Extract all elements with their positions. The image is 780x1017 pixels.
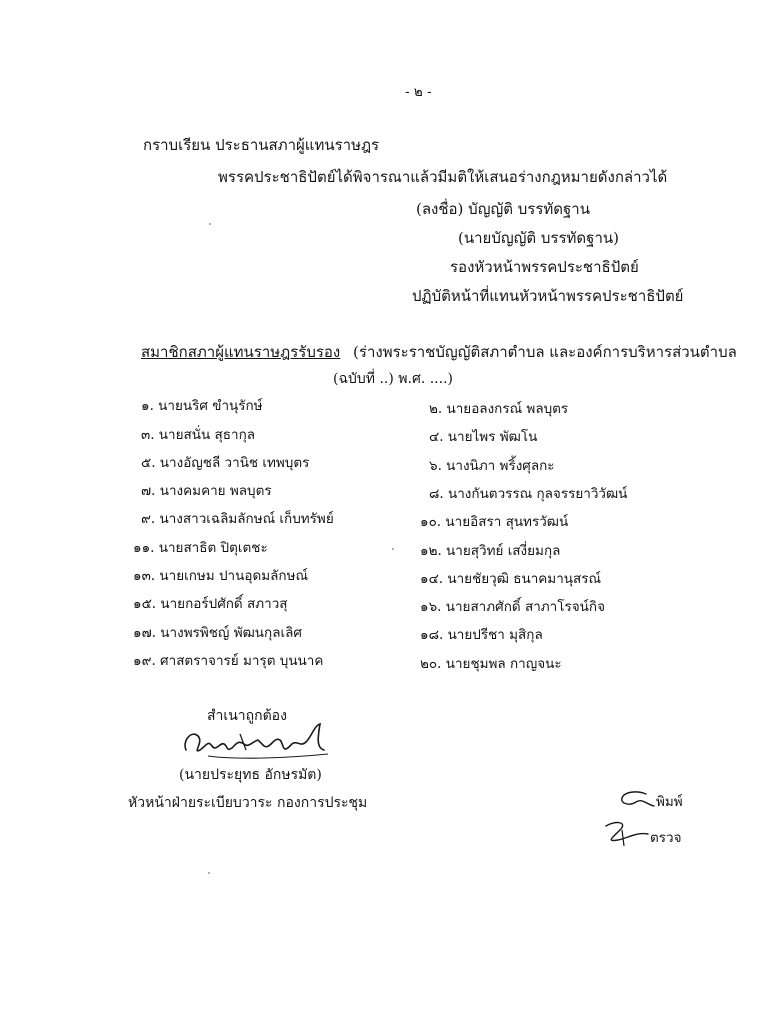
- typed-label: พิมพ์: [656, 794, 683, 810]
- endorser-left-6: ๑๑. นายสาธิต ปิตุเตชะ: [133, 540, 268, 556]
- endorser-right-1: ๒. นายอลงกรณ์ พลบุตร: [429, 401, 569, 417]
- endorser-left-2: ๓. นายสนั่น สุธากุล: [141, 427, 256, 443]
- bill-title-line-1: (ร่างพระราชบัญญัติสภาตำบล และองค์การบริหารส่วนตำบล: [353, 343, 737, 361]
- scan-speck: [392, 548, 394, 550]
- checked-mark: [602, 818, 682, 848]
- salutation: กราบเรียน ประธานสภาผู้แทนราษฎร: [143, 136, 380, 154]
- endorser-right-2: ๔. นายไพร พัฒโน: [429, 429, 538, 445]
- endorser-right-4: ๘. นางกันตวรรณ กุลจรรยาวิวัฒน์: [429, 486, 628, 502]
- endorser-right-7: ๑๔. นายชัยวุฒิ ธนาคมานุสรณ์: [420, 571, 602, 587]
- endorser-left-7: ๑๓. นายเกษม ปานอุดมลักษณ์: [133, 568, 308, 584]
- certifier-name: (นายประยุทธ อักษรมัต): [179, 767, 322, 783]
- certifier-title: หัวหน้าฝ่ายระเบียบวาระ กองการประชุม: [128, 795, 368, 811]
- typed-mark: [616, 788, 683, 812]
- party-statement: พรรคประชาธิปัตย์ได้พิจารณาแล้วมีมติให้เสนอร่างกฎหมายดังกล่าวได้: [218, 168, 668, 186]
- signatory-position: รองหัวหน้าพรรคประชาธิปัตย์: [450, 258, 639, 276]
- endorser-right-5: ๑๐. นายอิสรา สุนทรวัฒน์: [420, 514, 569, 530]
- endorser-right-10: ๒๐. นายชุมพล กาญจนะ: [420, 656, 562, 672]
- certifier-signature: [178, 720, 338, 764]
- signatory-name: (นายบัญญัติ บรรทัดฐาน): [458, 229, 619, 247]
- signed-line: (ลงชื่อ) บัญญัติ บรรทัดฐาน: [416, 200, 590, 218]
- endorser-left-4: ๗. นางคมคาย พลบุตร: [141, 483, 272, 499]
- endorser-right-6: ๑๒. นายสุวิทย์ เสงี่ยมกุล: [420, 543, 561, 559]
- endorser-left-3: ๕. นางอัญชลี วานิช เทพบุตร: [141, 455, 310, 471]
- endorser-right-9: ๑๘. นายปรีชา มุสิกุล: [420, 627, 543, 643]
- endorser-left-9: ๑๗. นางพรพิชญ์ พัฒนกุลเลิศ: [133, 625, 302, 641]
- endorser-right-3: ๖. นางนิภา พริ้งศุลกะ: [429, 458, 555, 474]
- endorser-left-8: ๑๕. นายกอร์ปศักดิ์ สภาวสุ: [133, 596, 288, 612]
- typist-initial-mark: [616, 788, 656, 812]
- endorsers-heading: สมาชิกสภาผู้แทนราษฎรรับรอง: [141, 343, 341, 361]
- page-number: - ๒ -: [405, 84, 432, 100]
- endorser-left-5: ๙. นางสาวเฉลิมลักษณ์ เก็บทรัพย์: [141, 511, 334, 527]
- checked-label: ตรวจ: [650, 830, 682, 846]
- endorser-right-8: ๑๖. นายสาภศักดิ์ สาภาโรจน์กิจ: [420, 599, 605, 615]
- checker-initial-mark: [602, 818, 650, 848]
- scan-speck: [209, 223, 211, 225]
- scan-speck: [208, 872, 210, 874]
- signatory-acting-position: ปฏิบัติหน้าที่แทนหัวหน้าพรรคประชาธิปัตย์: [412, 287, 684, 305]
- endorsers-heading-line: [141, 340, 737, 364]
- certified-copy-label: สำเนาถูกต้อง: [207, 708, 287, 724]
- bill-title-line-2: (ฉบับที่ ..) พ.ศ. ....): [333, 371, 453, 387]
- endorser-left-10: ๑๙. ศาสตราจารย์ มารุต บุนนาค: [133, 653, 324, 669]
- endorser-left-1: ๑. นายนริศ ขำนุรักษ์: [141, 398, 263, 414]
